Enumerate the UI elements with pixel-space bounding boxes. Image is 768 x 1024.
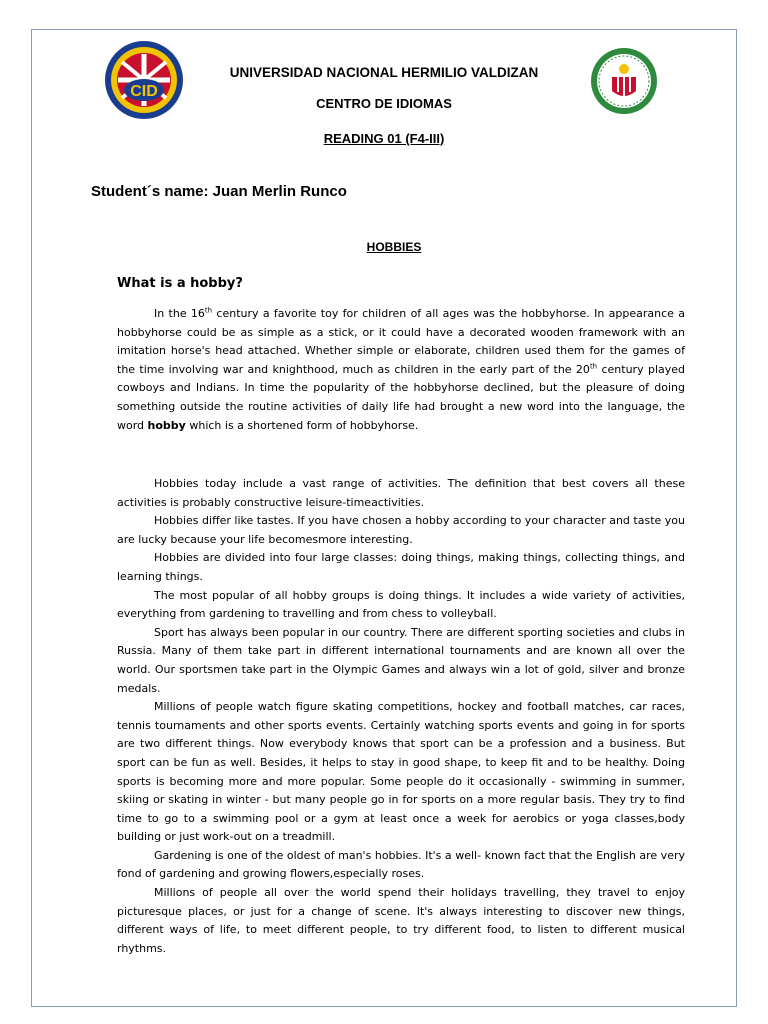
reading-label: READING 01 (F4-III) — [323, 131, 445, 146]
paragraph: The most popular of all hobby groups is doing things. It includes a wide variety of activities, everything from gardening to travelling and from chess to volleyball. — [117, 588, 685, 621]
paragraph: In the 16th century a favorite toy for children of all ages was the hobbyhorse. In appearance a hobbyhorse could be as simple as a stick, or it could have a decorated wooden framework with an imitation horse's head attached. Whether simple or elaborate, children used them for the games of the time involving war and knighthood, much as children in the early part of the 20th century played cowboys and Indians. In time the popularity of the hobbyhorse declined, but the pleasure of doing something outside the routine activities of daily life had brought a new word into the language, the word hobby which is a shortened form of hobbyhorse. — [117, 306, 685, 432]
paragraph: Millions of people watch figure skating competitions, hockey and football matches, car races, tennis tournaments and other sports events. Certainly watching sports events and going in for sports are two different things. Now everybody knows that sport can be a profession and a business. But sport can be fun as well. Besides, it helps to stay in good shape, to keep fit and to be healthy. Doing sports is becoming more and more popular. Some people do it occasionally - swimming in summer, skiing or skating in winter - but many people go in for sports on a more regular basis. They try to find time to go to a swimming pool or a gym at least once a week for aerobics or yoga classes,body building or just work-out on a treadmill. — [117, 700, 685, 844]
paragraph: Gardening is one of the oldest of man's hobbies. It's a well- known fact that the English are very fond of gardening and growing flowers,especially roses. — [117, 848, 685, 881]
document-title: HOBBIES — [366, 240, 422, 254]
paragraph: Hobbies today include a vast range of activities. The definition that best covers all these activities is probably constructive leisure-timeactivities. — [117, 477, 685, 509]
center-name: CENTRO DE IDIOMAS — [316, 96, 452, 111]
paragraph: Millions of people all over the world spend their holidays travelling, they travel to enjoy picturesque places, or just for a change of scene. It's always interesting to discover new things, different ways of life, to meet different people, to try different food, to listen to different musical rhythms. — [117, 886, 685, 955]
paragraph: Hobbies differ like tastes. If you have chosen a hobby according to your character and taste you are lucky because your life becomesmore interesting. — [117, 514, 685, 546]
body-paragraphs — [117, 475, 685, 958]
university-name: UNIVERSIDAD NACIONAL HERMILIO VALDIZAN — [229, 65, 539, 80]
paragraph: Hobbies are divided into four large classes: doing things, making things, collecting things, and learning things. — [117, 551, 685, 583]
student-name: Student´s name: Juan Merlin Runco — [91, 183, 347, 200]
paragraph: Sport has always been popular in our country. There are different sporting societies and clubs in Russia. Many of them take part in different international tournaments and are known all over the world. Our sportsmen take part in the Olympic Games and always win a lot of gold, silver and bronze medals. — [117, 625, 685, 695]
intro-paragraph — [117, 305, 685, 435]
question-heading: What is a hobby? — [117, 276, 243, 291]
logo-text: CID — [130, 83, 158, 100]
